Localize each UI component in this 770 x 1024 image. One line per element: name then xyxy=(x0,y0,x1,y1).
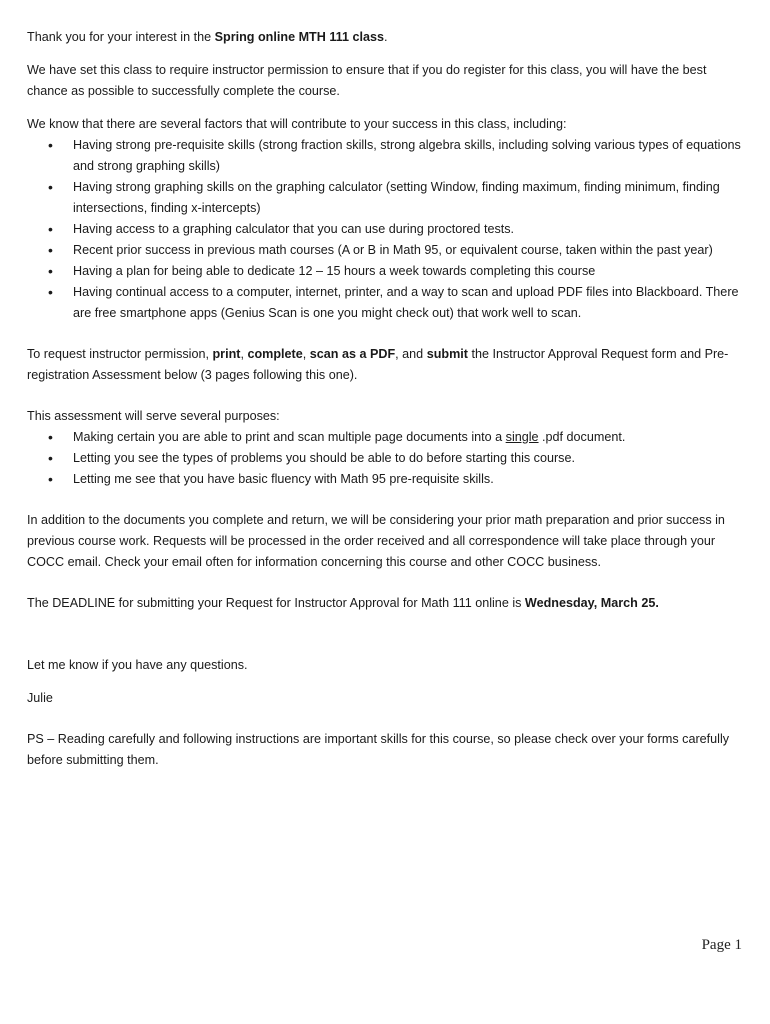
intro-period: . xyxy=(383,30,388,44)
deadline-date: Wednesday, March 25. xyxy=(524,596,659,610)
factor-item: • Having a plan for being able to dedicate 12 – 15 hours a week towards completing this course xyxy=(27,261,743,282)
submit-keyword: submit xyxy=(426,347,468,361)
single-underlined: single xyxy=(505,430,539,444)
questions-line: Let me know if you have any questions. xyxy=(27,658,248,672)
request-paragraph: To request instructor permission, print, complete, scan as a PDF, and submit the Instructor Approval Request form and Pre-registration Assessment below (3 pages following this one). xyxy=(27,347,729,382)
factor-item: • Having strong pre-requisite skills (strong fraction skills, strong algebra skills, including solving various types of equations and strong graphing skills) xyxy=(27,135,743,177)
factor-item: • Having access to a graphing calculator that you can use during proctored tests. xyxy=(27,219,743,240)
addition-paragraph: In addition to the documents you complete and return, we will be considering your prior math preparation and prior success in previous course work. Requests will be processed in the order received and all correspondence will take place through your COCC email. Check your email often for information concerning this course and other COCC business. xyxy=(27,513,725,569)
scan-keyword: scan as a PDF xyxy=(309,347,396,361)
factors-list xyxy=(27,135,743,324)
factors-lead: We know that there are several factors that will contribute to your success in this class, including: xyxy=(27,117,567,131)
factor-item: • Having strong graphing skills on the graphing calculator (setting Window, finding maximum, finding minimum, finding intersections, finding x-intercepts) xyxy=(27,177,743,219)
intro-paragraph xyxy=(27,27,743,48)
complete-keyword: complete xyxy=(247,347,303,361)
purpose-item: • Letting me see that you have basic fluency with Math 95 pre-requisite skills. xyxy=(27,469,743,490)
signature: Julie xyxy=(27,691,53,705)
permission-paragraph: We have set this class to require instructor permission to ensure that if you do register for this class, you will have the best chance as possible to successfully complete the course. xyxy=(27,63,707,98)
intro-text: Thank you for your interest in the xyxy=(27,30,215,44)
purpose-item: • Letting you see the types of problems you should be able to do before starting this course. xyxy=(27,448,743,469)
factor-item: • Having continual access to a computer, internet, printer, and a way to scan and upload PDF files into Blackboard. There are free smartphone apps (Genius Scan is one you might check out) that work well to scan. xyxy=(27,282,743,324)
deadline-paragraph: The DEADLINE for submitting your Request for Instructor Approval for Math 111 online is Wednesday, March 25. xyxy=(27,596,659,610)
print-keyword: print xyxy=(212,347,241,361)
class-name: Spring online MTH 111 class xyxy=(214,30,384,44)
purposes-lead: This assessment will serve several purposes: xyxy=(27,409,280,423)
purposes-list xyxy=(27,427,743,490)
purpose-item: • Making certain you are able to print and scan multiple page documents into a single .pdf document. xyxy=(27,427,743,448)
document-page xyxy=(27,27,743,771)
factor-item: • Recent prior success in previous math courses (A or B in Math 95, or equivalent course, taken within the past year) xyxy=(27,240,743,261)
page-number: Page 1 xyxy=(701,937,742,953)
ps-paragraph: PS – Reading carefully and following instructions are important skills for this course, so please check over your forms carefully before submitting them. xyxy=(27,732,730,767)
